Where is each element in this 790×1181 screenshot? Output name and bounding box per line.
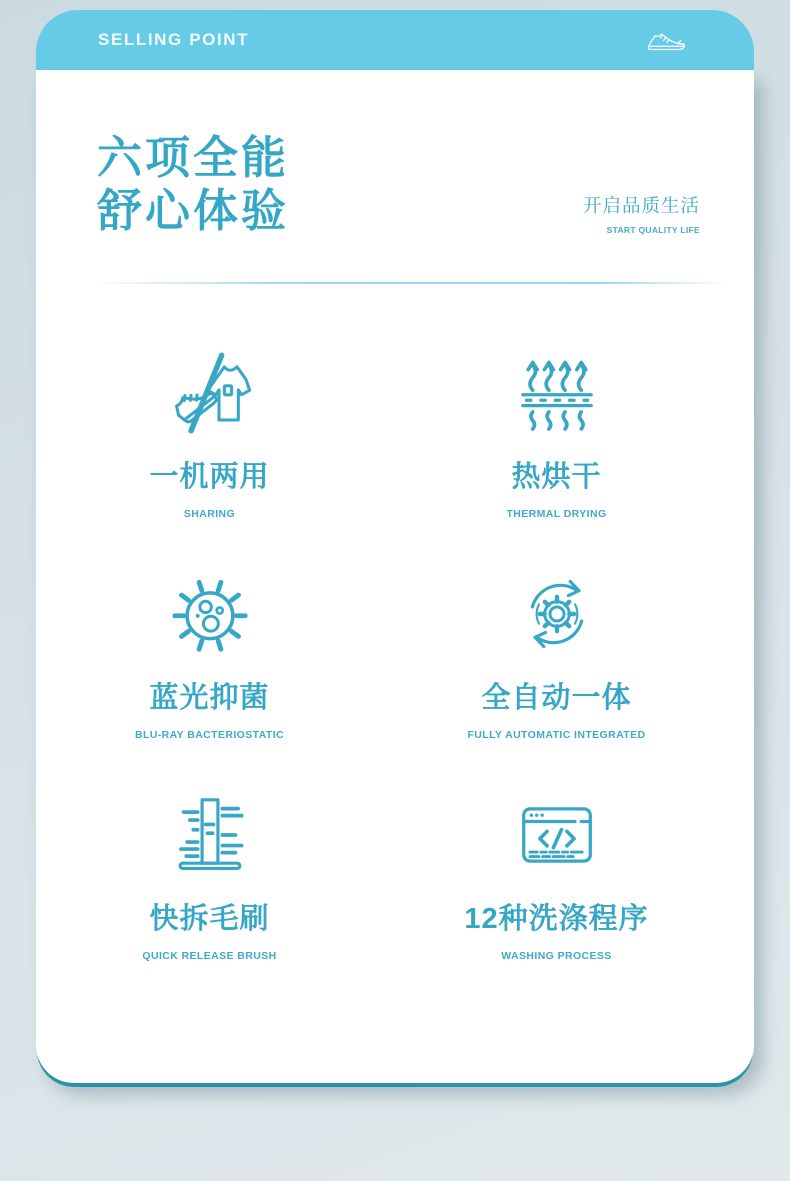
tagline	[583, 192, 700, 235]
feature-title: 全自动一体	[481, 682, 632, 714]
divider	[92, 282, 728, 284]
sneaker-icon	[646, 26, 688, 54]
brush-icon	[162, 790, 258, 880]
feature-subtitle: SHARING	[183, 508, 236, 520]
card-body	[36, 70, 754, 1083]
header-title: SELLING POINT	[98, 30, 250, 49]
shoe-and-shirt-icon	[162, 348, 258, 438]
germ-icon	[162, 569, 258, 659]
feature-subtitle: FULLY AUTOMATIC INTEGRATED	[467, 729, 646, 741]
feature-subtitle: WASHING PROCESS	[501, 950, 612, 962]
feature-subtitle: BLU-RAY BACTERIOSTATIC	[135, 729, 284, 741]
feature-item-washing-process	[383, 790, 730, 1011]
title-line-1: 六项全能	[97, 132, 290, 183]
feature-title: 蓝光抑菌	[149, 682, 270, 714]
feature-title: 12种洗涤程序	[464, 903, 649, 935]
feature-title: 快拆毛刷	[149, 903, 270, 935]
program-window-icon	[509, 790, 605, 880]
feature-item-quick-release-brush	[36, 790, 383, 1011]
feature-subtitle: THERMAL DRYING	[506, 508, 607, 520]
feature-title: 一机两用	[149, 461, 270, 493]
feature-item-fully-automatic	[383, 569, 730, 790]
card-header	[36, 10, 754, 70]
feature-title: 热烘干	[511, 461, 602, 493]
heat-drying-icon	[509, 348, 605, 438]
feature-subtitle: QUICK RELEASE BRUSH	[142, 950, 277, 962]
features-grid	[36, 348, 730, 1011]
feature-item-thermal-drying	[383, 348, 730, 569]
auto-cycle-gear-icon	[509, 569, 605, 659]
tagline-cn: 开启品质生活	[582, 195, 700, 216]
page-title	[97, 132, 289, 237]
feature-item-sharing	[36, 348, 383, 569]
selling-point-card	[36, 10, 754, 1083]
title-line-2: 舒心体验	[97, 184, 290, 236]
tagline-en: START QUALITY LIFE	[606, 225, 700, 235]
feature-item-bacteriostatic	[36, 569, 383, 790]
